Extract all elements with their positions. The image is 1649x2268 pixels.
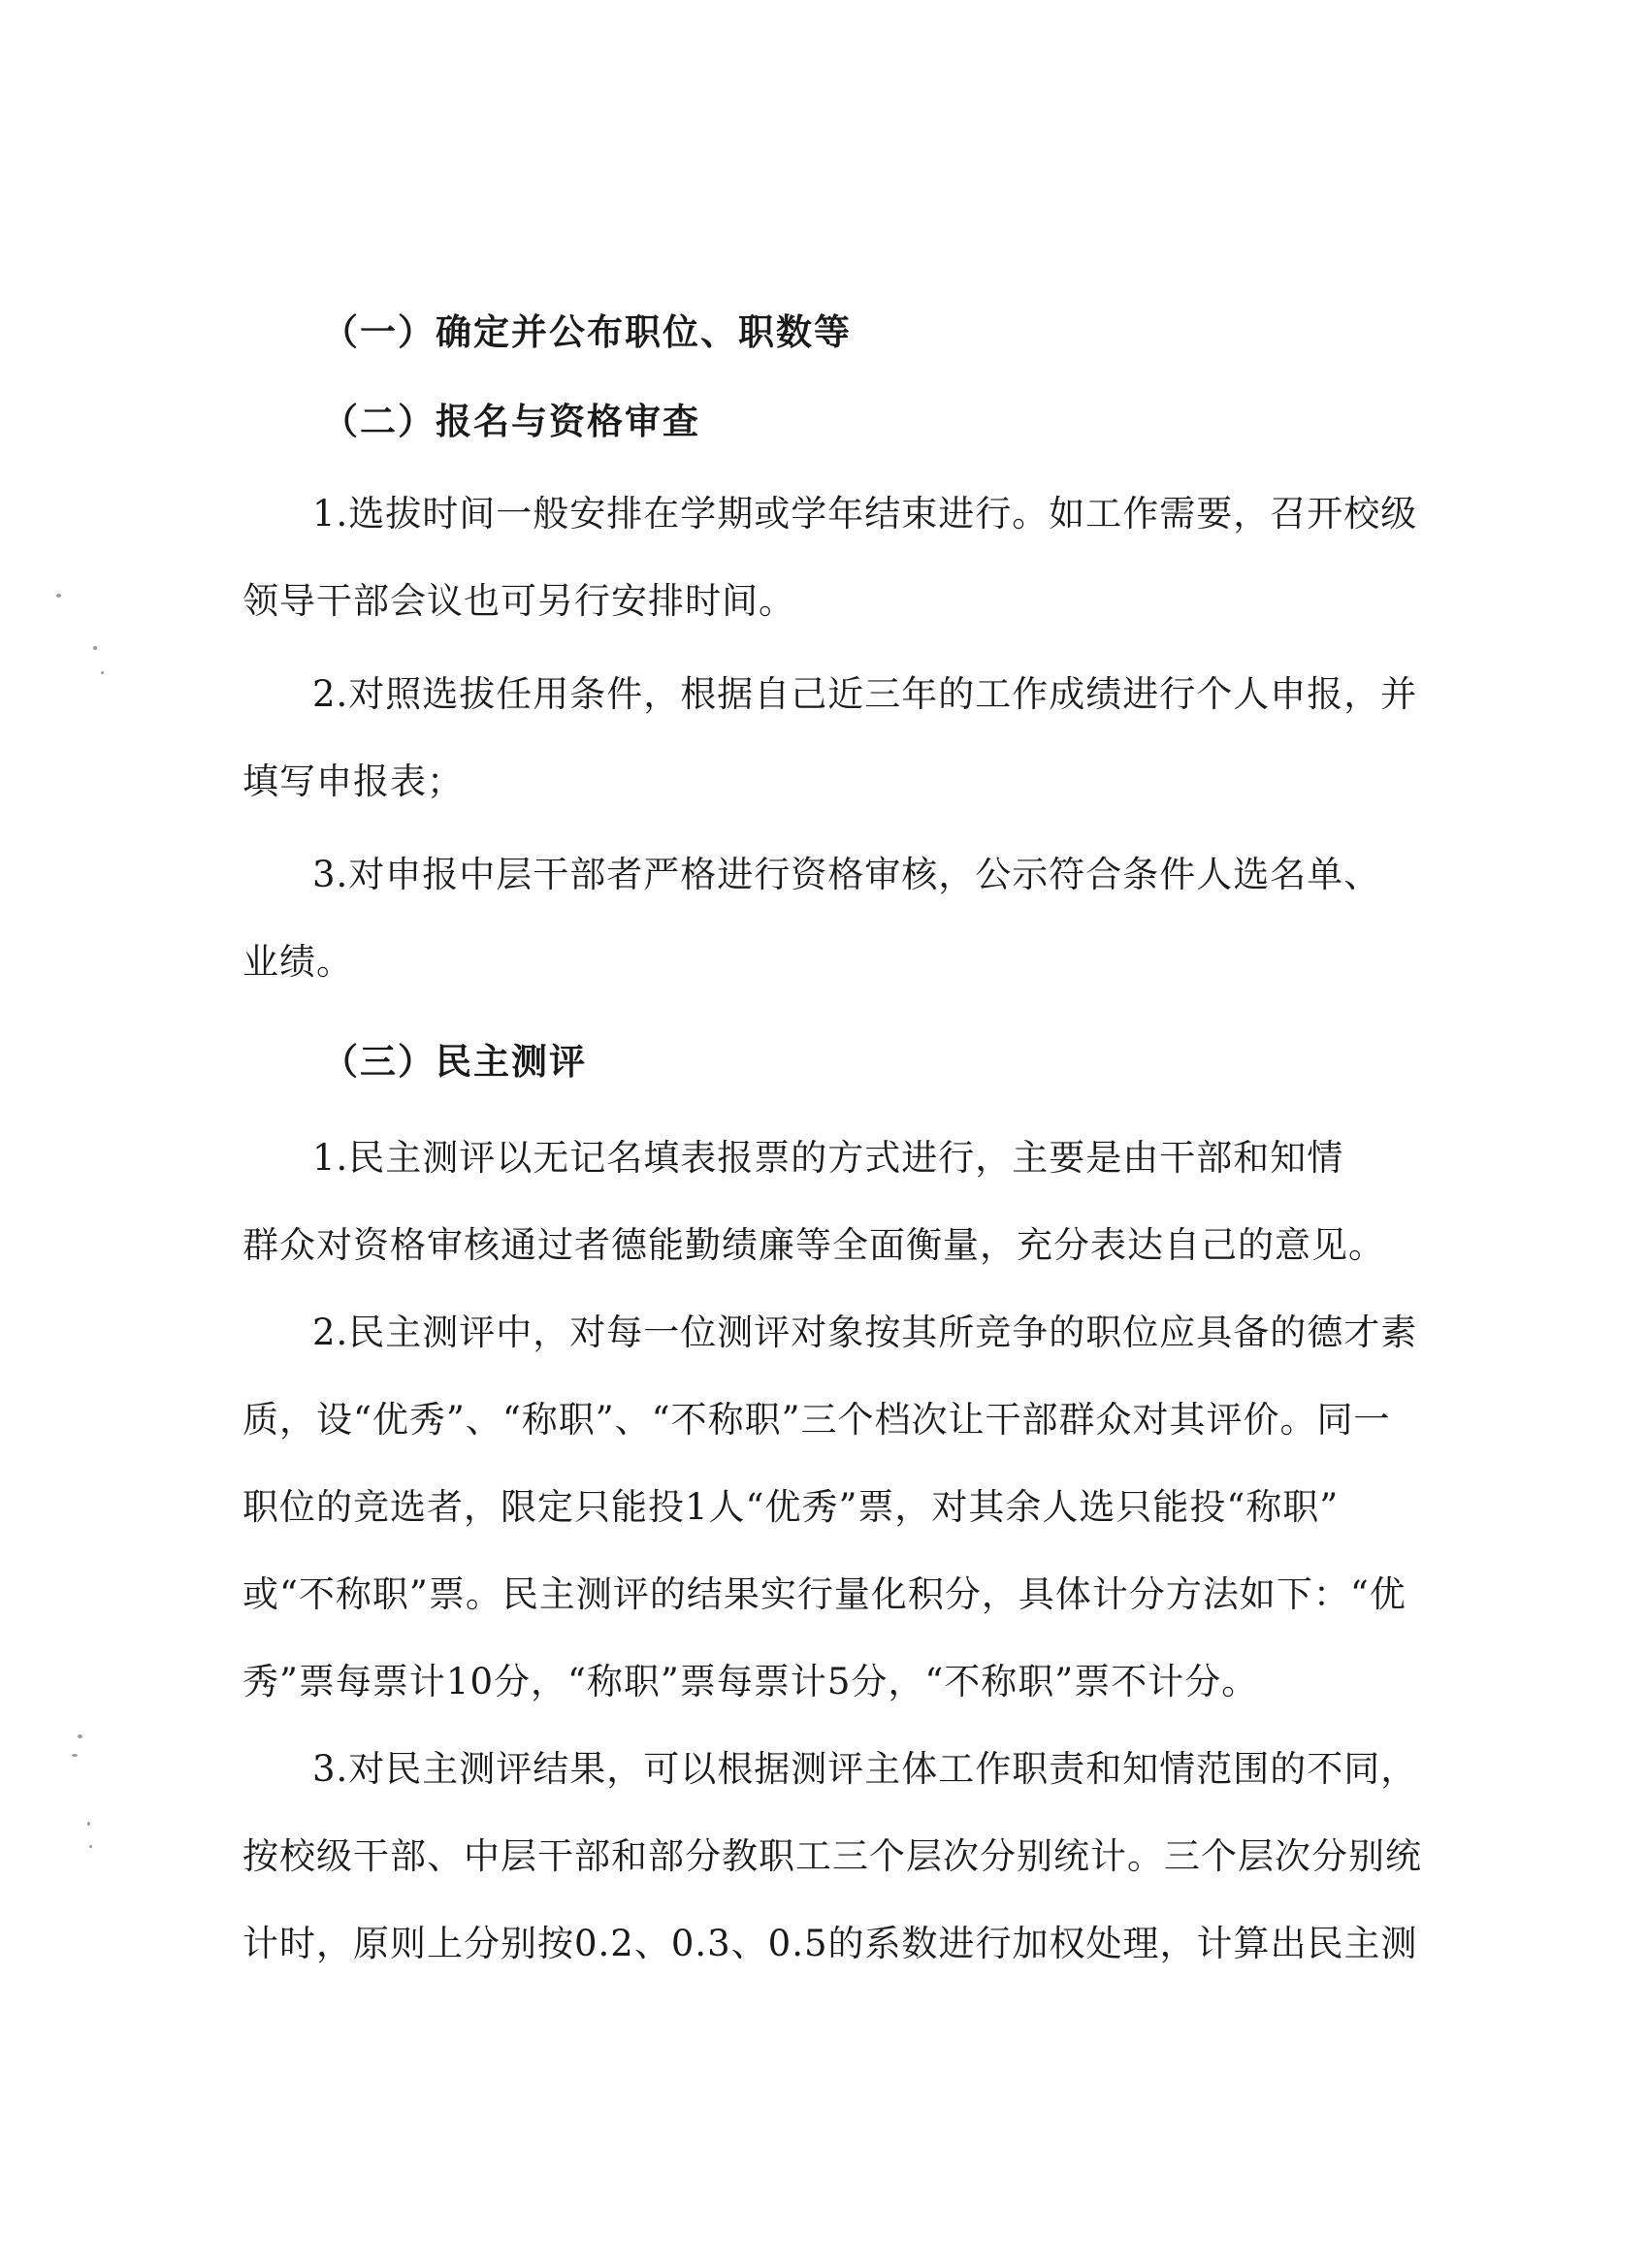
scan-speck xyxy=(89,1845,92,1848)
scan-speck xyxy=(101,671,104,674)
section-heading-3: （三）民主测评 xyxy=(322,1040,587,1083)
paragraph-line: 1.民主测评以无记名填表报票的方式进行，主要是由干部和知情 xyxy=(312,1137,1344,1179)
paragraph-line: 职位的竞选者，限定只能投1人“优秀”票，对其余人选只能投“称职” xyxy=(242,1486,1340,1528)
paragraph-line: 2.对照选拔任用条件，根据自己近三年的工作成绩进行个人申报，并 xyxy=(312,673,1418,715)
scan-speck xyxy=(56,594,61,598)
scan-speck xyxy=(72,1754,78,1757)
section-heading-1: （一）确定并公布职位、职数等 xyxy=(322,310,852,353)
paragraph-line: 质，设“优秀”、“称职”、“不称职”三个档次让干部群众对其评价。同一 xyxy=(242,1399,1391,1441)
paragraph-line: 2.民主测评中，对每一位测评对象按其所竞争的职位应具备的德才素 xyxy=(312,1312,1418,1353)
scan-speck xyxy=(87,1822,90,1826)
paragraph-line: 计时，原则上分别按0.2、0.3、0.5的系数进行加权处理，计算出民主测 xyxy=(242,1923,1418,1964)
paragraph-line: 领导干部会议也可另行安排时间。 xyxy=(242,580,795,622)
paragraph-line: 3.对民主测评结果，可以根据测评主体工作职责和知情范围的不同， xyxy=(312,1748,1418,1790)
paragraph-line: 业绩。 xyxy=(242,941,353,983)
paragraph-line: 按校级干部、中层干部和部分教职工三个层次分别统计。三个层次分别统 xyxy=(242,1835,1422,1877)
paragraph-line: 填写申报表； xyxy=(242,761,464,802)
paragraph-line: 或“不称职”票。民主测评的结果实行量化积分，具体计分方法如下：“优 xyxy=(242,1573,1406,1615)
paragraph-line: 秀”票每票计10分，“称职”票每票计5分，“不称职”票不计分。 xyxy=(242,1661,1259,1702)
paragraph-line: 群众对资格审核通过者德能勤绩廉等全面衡量，充分表达自己的意见。 xyxy=(242,1224,1385,1266)
paragraph-line: 1.选拔时间一般安排在学期或学年结束进行。如工作需要，召开校级 xyxy=(312,493,1418,535)
scan-speck xyxy=(93,646,97,650)
scan-speck xyxy=(78,1734,82,1738)
paragraph-line: 3.对申报中层干部者严格进行资格审核，公示符合条件人选名单、 xyxy=(312,854,1381,895)
section-heading-2: （二）报名与资格审查 xyxy=(322,400,700,442)
